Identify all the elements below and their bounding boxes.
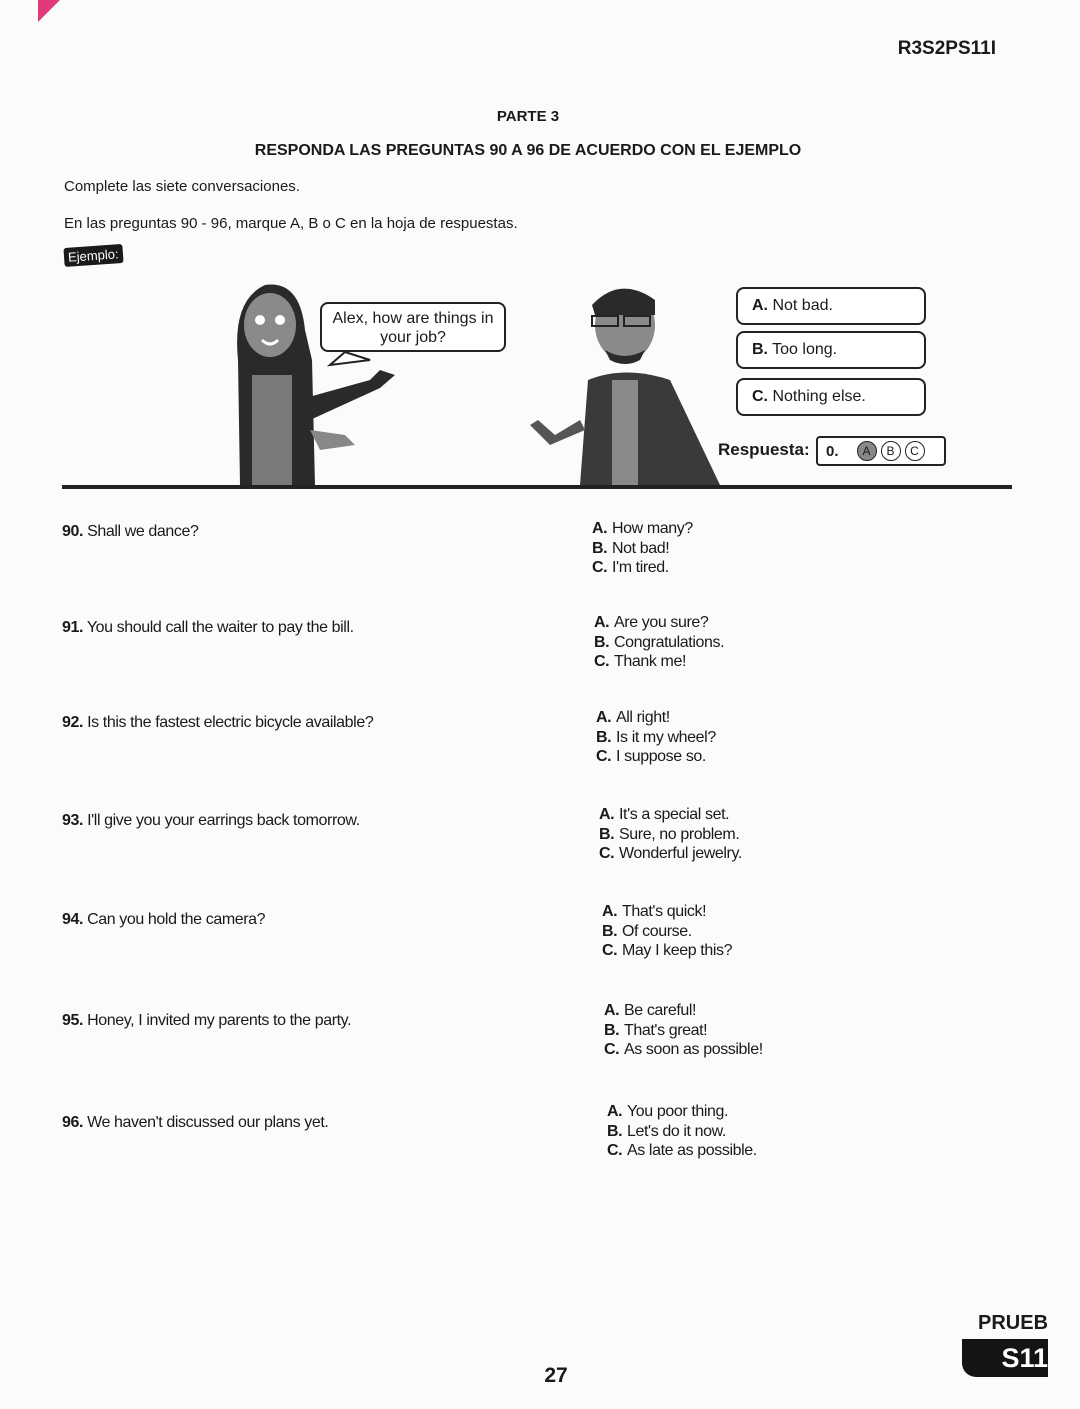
answer-label: Respuesta: xyxy=(718,440,810,459)
option-a: A. It's a special set. xyxy=(599,806,730,823)
option-a: A. Be careful! xyxy=(604,1002,697,1019)
part-heading: PARTE 3 xyxy=(496,108,560,125)
option-c: C. As soon as possible! xyxy=(604,1041,763,1058)
example-option-b: B. Too long. xyxy=(736,331,926,369)
example-option-c: C. Nothing else. xyxy=(736,378,926,416)
section-title: RESPONDA LAS PREGUNTAS 90 A 96 DE ACUERDO CON EL EJEMPLO xyxy=(254,142,802,159)
option-c: C. Wonderful jewelry. xyxy=(599,845,742,862)
question-90-options xyxy=(592,519,693,578)
option-c: C. I suppose so. xyxy=(596,748,706,765)
question-91: 91. You should call the waiter to pay the bill. xyxy=(62,619,354,636)
page-corner-mark xyxy=(38,0,60,22)
option-b: B. Of course. xyxy=(602,922,692,940)
example-label: Ejemplo: xyxy=(63,244,123,267)
option-b: B. Let's do it now. xyxy=(607,1122,726,1140)
question-93-options xyxy=(599,805,742,864)
example-question-bubble: Alex, how are things in your job? xyxy=(320,302,506,352)
speech-tail xyxy=(330,352,370,365)
man-figure xyxy=(530,289,720,485)
option-b: B. That's great! xyxy=(604,1021,708,1039)
test-badge-code: S11 xyxy=(962,1339,1048,1377)
option-a: A. You poor thing. xyxy=(607,1103,729,1120)
answer-number: 0. xyxy=(826,442,839,460)
question-95-options xyxy=(604,1001,763,1060)
answer-bubble-a-selected: A xyxy=(857,441,877,461)
question-93: 93. I'll give you your earrings back tomorrow. xyxy=(62,812,360,829)
option-c: C. May I keep this? xyxy=(602,942,733,959)
option-c: C. As late as possible. xyxy=(607,1142,757,1159)
option-a: A. Are you sure? xyxy=(594,614,709,631)
question-92-options xyxy=(596,708,716,767)
page-number: 27 xyxy=(544,1364,568,1387)
document-code: R3S2PS11I xyxy=(897,38,996,59)
question-92: 92. Is this the fastest electric bicycle available? xyxy=(62,714,374,731)
instruction-line-2: En las preguntas 90 - 96, marque A, B o C en la hoja de respuestas. xyxy=(64,215,518,232)
question-96-options xyxy=(607,1102,757,1161)
option-a: A. All right! xyxy=(596,709,670,726)
question-96: 96. We haven't discussed our plans yet. xyxy=(62,1114,329,1131)
question-94-options xyxy=(602,902,732,961)
instruction-line-1: Complete las siete conversaciones. xyxy=(64,178,300,195)
question-90: 90. Shall we dance? xyxy=(62,523,199,540)
example-option-a: A. Not bad. xyxy=(736,287,926,325)
option-c: C. I'm tired. xyxy=(592,559,669,576)
question-95: 95. Honey, I invited my parents to the party. xyxy=(62,1012,352,1029)
question-91-options xyxy=(594,613,724,672)
answer-bubble-c: C xyxy=(905,441,925,461)
option-b: B. Sure, no problem. xyxy=(599,825,740,843)
option-c: C. Thank me! xyxy=(594,653,686,670)
answer-bubble-b: B xyxy=(881,441,901,461)
test-badge-label: PRUEB xyxy=(978,1312,1049,1334)
divider xyxy=(62,485,1012,489)
option-a: A. How many? xyxy=(592,520,693,537)
option-b: B. Is it my wheel? xyxy=(596,728,716,746)
option-b: B. Not bad! xyxy=(592,539,670,557)
example-answer-box xyxy=(816,436,946,466)
option-a: A. That's quick! xyxy=(602,903,707,920)
option-b: B. Congratulations. xyxy=(594,633,725,651)
question-94: 94. Can you hold the camera? xyxy=(62,911,266,928)
